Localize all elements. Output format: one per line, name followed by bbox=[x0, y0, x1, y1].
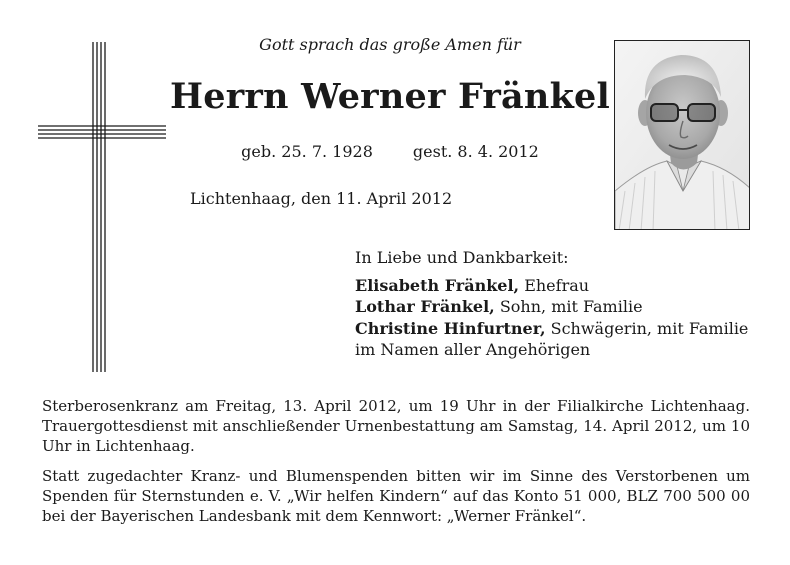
birth-date: geb. 25. 7. 1928 bbox=[241, 142, 373, 161]
mourners-lead: In Liebe und Dankbarkeit: bbox=[355, 248, 569, 267]
mourner-line bbox=[355, 296, 748, 318]
deceased-name: Herrn Werner Fränkel bbox=[170, 76, 610, 117]
mourner-line bbox=[355, 275, 748, 297]
death-date: gest. 8. 4. 2012 bbox=[412, 142, 539, 161]
donation-notice: Statt zugedachter Kranz- und Blumenspenden bitten wir im Sinne des Verstorbenen um Spenden für Sternstunden e. V. „Wir helfen Kindern“ auf das Konto 51 000, BLZ 700 500 00 bei der Bayerischen Landesbank mit dem Kennwort: „Werner Fränkel“. bbox=[42, 467, 750, 525]
service-notice: Sterberosenkranz am Freitag, 13. April 2012, um 19 Uhr in der Filialkirche Lichtenhaag. Trauergottesdienst mit anschließender Urnenbestattung am Samstag, 14. April 2012, um 10 Uhr in Lichtenhaag. bbox=[42, 397, 750, 455]
intro-line: Gott sprach das große Amen für bbox=[259, 35, 521, 54]
mourner-relation: Sohn, mit Familie bbox=[494, 297, 643, 316]
mourners-closing: im Namen aller Angehörigen bbox=[355, 340, 591, 359]
mourner-name: Lothar Fränkel, bbox=[355, 297, 495, 316]
life-dates bbox=[160, 142, 620, 161]
mourner-name: Christine Hinfurtner, bbox=[355, 318, 546, 338]
cross-icon bbox=[38, 42, 168, 372]
portrait-photo bbox=[614, 40, 750, 230]
mourner-line bbox=[355, 318, 748, 340]
mourner-relation: Schwägerin, mit Familie bbox=[545, 318, 749, 338]
mourner-relation: Ehefrau bbox=[519, 275, 590, 295]
mourner-name: Elisabeth Fränkel, bbox=[355, 275, 520, 295]
place-and-date: Lichtenhaag, den 11. April 2012 bbox=[190, 189, 453, 208]
mourners-block bbox=[355, 247, 748, 361]
